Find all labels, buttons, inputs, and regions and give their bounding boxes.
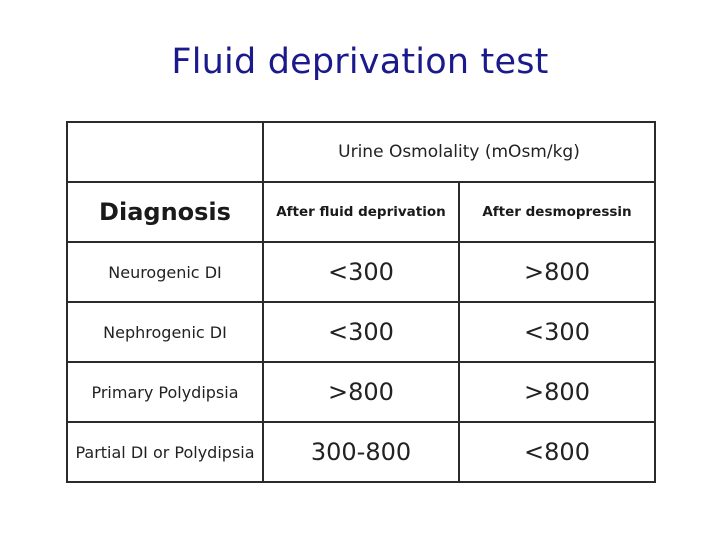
after-fluid-deprivation-header: After fluid deprivation [263,182,459,242]
fluid-deprivation-value: 300-800 [263,422,459,482]
fluid-deprivation-table [66,121,656,483]
table-row [67,302,655,362]
header-row-top [67,122,655,182]
table-row [67,362,655,422]
header-empty-cell [67,122,263,182]
diagnosis-column-header: Diagnosis [67,182,263,242]
desmopressin-value: <800 [459,422,655,482]
fluid-deprivation-value: <300 [263,302,459,362]
table-row [67,242,655,302]
header-row-sub [67,182,655,242]
diagnosis-cell: Primary Polydipsia [67,362,263,422]
diagnosis-cell: Partial DI or Polydipsia [67,422,263,482]
urine-osmolality-header: Urine Osmolality (mOsm/kg) [263,122,655,182]
page-title: Fluid deprivation test [171,42,549,82]
desmopressin-value: >800 [459,242,655,302]
after-desmopressin-header: After desmopressin [459,182,655,242]
fluid-deprivation-value: >800 [263,362,459,422]
table-row [67,422,655,482]
diagnosis-cell: Neurogenic DI [67,242,263,302]
desmopressin-value: <300 [459,302,655,362]
desmopressin-value: >800 [459,362,655,422]
diagnosis-cell: Nephrogenic DI [67,302,263,362]
fluid-deprivation-value: <300 [263,242,459,302]
